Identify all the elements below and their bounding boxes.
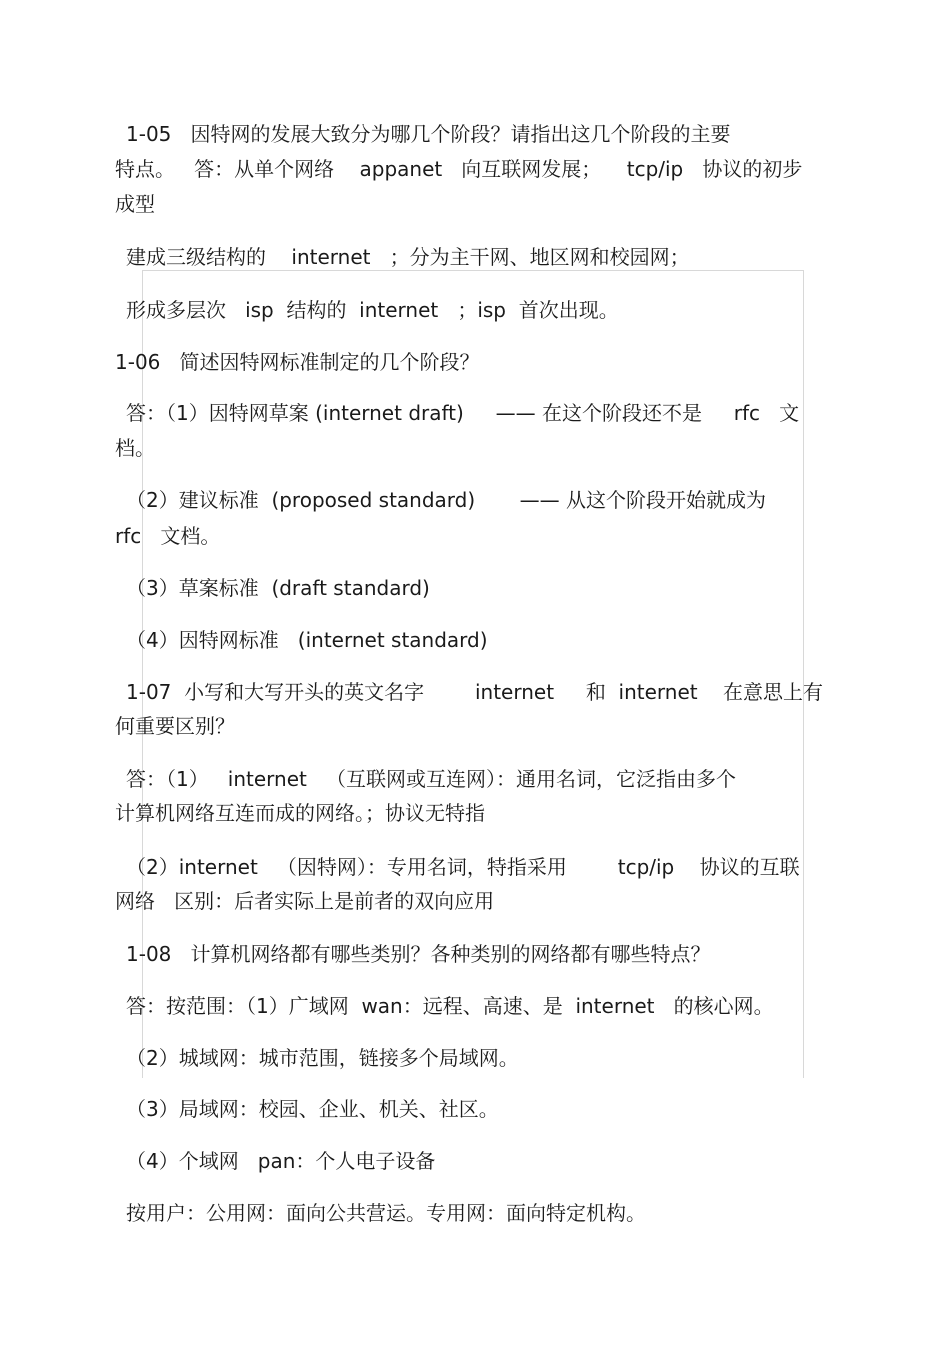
text-line: 按用户：公用网：面向公共营运。专用网：面向特定机构。 [126,1201,646,1225]
text-line: 计算机网络互连而成的网络。；协议无特指 [115,801,485,825]
text-line: 答：按范围：（1）广域网 wan：远程、高速、是 internet 的核心网。 [126,994,774,1018]
text-line: （2）建议标准 (proposed standard) —— 从这个阶段开始就成为 [126,488,767,512]
text-line: 档。 [115,436,155,460]
text-line: 网络 区别：后者实际上是前者的双向应用 [115,889,495,913]
text-line: 答：（1）因特网草案 (internet draft) —— 在这个阶段还不是 rfc 文 [126,401,800,425]
text-line: rfc 文档。 [115,524,221,548]
text-line: （4）因特网标准 (internet standard) [126,628,488,652]
text-line: 1-06 简述因特网标准制定的几个阶段？ [115,350,480,374]
text-line: 1-05 因特网的发展大致分为哪几个阶段？请指出这几个阶段的主要 [126,122,731,146]
text-line: （2）城域网：城市范围，链接多个局域网。 [126,1046,519,1070]
text-line: 何重要区别？ [115,714,235,738]
text-line: 建成三级结构的 internet ；分为主干网、地区网和校园网； [126,245,690,269]
text-line: 特点。 答：从单个网络 appanet 向互联网发展； tcp/ip 协议的初步 [115,157,803,181]
text-line: （3）草案标准 (draft standard) [126,576,430,600]
text-line: 答：（1） internet （互联网或互连网）：通用名词，它泛指由多个 [126,767,736,791]
text-line: （4）个域网 pan：个人电子设备 [126,1149,436,1173]
text-line: （2）internet （因特网）：专用名词，特指采用 tcp/ip 协议的互联 [126,855,800,879]
text-line: 成型 [115,192,155,216]
text-line: 1-07 小写和大写开头的英文名字 internet 和 internet 在意思上有 [126,680,824,704]
text-line: 形成多层次 isp 结构的 internet ；isp 首次出现。 [126,298,619,322]
text-line: 1-08 计算机网络都有哪些类别？各种类别的网络都有哪些特点？ [126,942,711,966]
text-line: （3）局域网：校园、企业、机关、社区。 [126,1097,499,1121]
